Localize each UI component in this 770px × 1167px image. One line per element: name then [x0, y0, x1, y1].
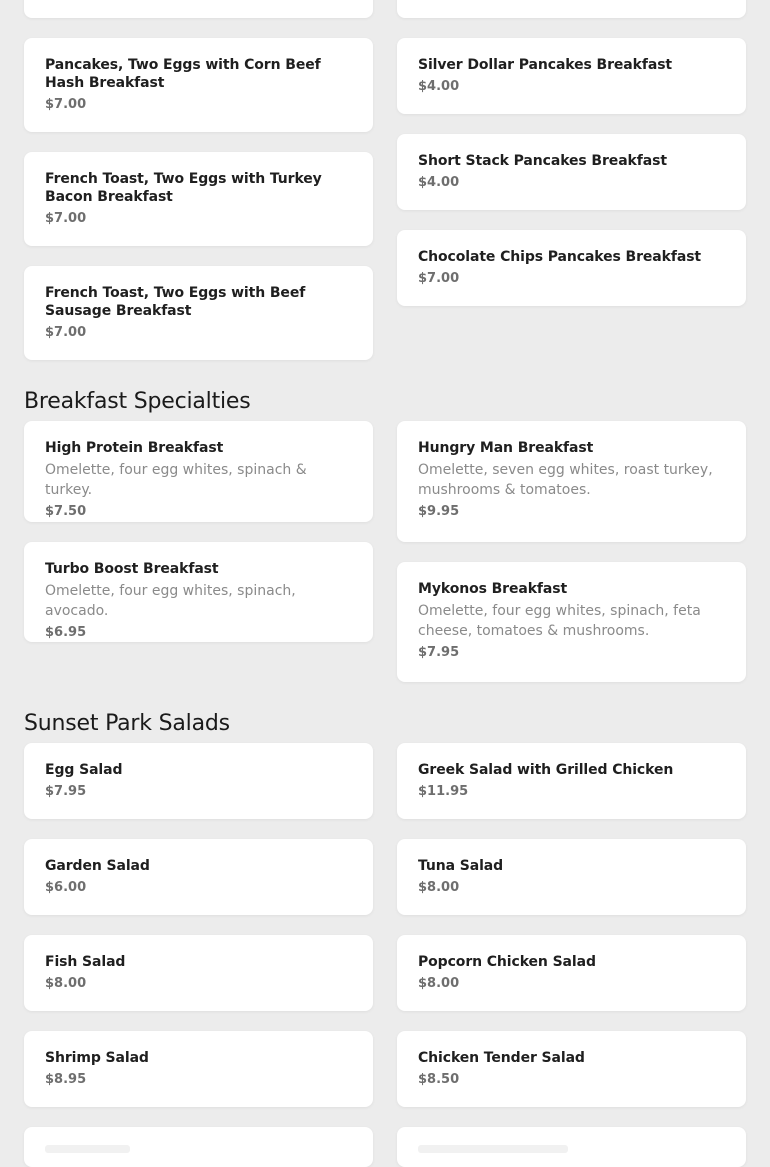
menu-item-name: Popcorn Chicken Salad — [418, 954, 596, 970]
menu-item-price: $7.00 — [45, 211, 87, 226]
menu-item-card[interactable] — [397, 1031, 746, 1107]
menu-item-price: $7.50 — [45, 504, 87, 519]
menu-item-name: Turbo Boost Breakfast — [45, 561, 219, 577]
section-title-breakfast-specialties: Breakfast Specialties — [24, 389, 251, 414]
menu-item-price: $4.00 — [418, 175, 460, 190]
menu-item-card[interactable] — [397, 562, 746, 682]
menu-item-card[interactable] — [24, 421, 373, 522]
menu-item-card[interactable] — [24, 152, 373, 246]
menu-item-name: Fish Salad — [45, 954, 126, 970]
menu-item-card[interactable] — [24, 935, 373, 1011]
menu-item-name: Mykonos Breakfast — [418, 581, 568, 597]
menu-item-name: Pancakes, Two Eggs with Corn Beef Hash Breakfast — [45, 57, 321, 91]
menu-item-price: $7.00 — [418, 271, 460, 286]
menu-item-price: $8.00 — [45, 976, 87, 991]
menu-item-name: Greek Salad with Grilled Chicken — [418, 762, 674, 778]
menu-item-card[interactable] — [397, 935, 746, 1011]
menu-item-card[interactable] — [397, 230, 746, 306]
menu-item-name-placeholder — [45, 1145, 130, 1153]
menu-item-card[interactable] — [24, 38, 373, 132]
menu-item-name: Silver Dollar Pancakes Breakfast — [418, 57, 673, 73]
menu-item-price: $6.00 — [45, 880, 87, 895]
menu-item-price: $11.95 — [418, 784, 469, 799]
menu-item-card[interactable] — [397, 839, 746, 915]
menu-item-name-placeholder — [418, 1145, 568, 1153]
menu-item-card[interactable] — [397, 38, 746, 114]
menu-item-name: Chocolate Chips Pancakes Breakfast — [418, 249, 702, 265]
menu-item-card[interactable] — [24, 839, 373, 915]
menu-item-card[interactable] — [24, 266, 373, 360]
menu-item-description: Omelette, seven egg whites, roast turkey, mushrooms & tomatoes. — [418, 462, 713, 498]
menu-item-name: Chicken Tender Salad — [418, 1050, 585, 1066]
section-title-sunset-park-salads: Sunset Park Salads — [24, 711, 230, 736]
menu-item-card[interactable] — [397, 421, 746, 542]
menu-item-price: $7.95 — [418, 645, 460, 660]
menu-item-card[interactable] — [397, 0, 746, 18]
menu-item-price: $9.95 — [418, 504, 460, 519]
menu-item-description: Omelette, four egg whites, spinach, feta cheese, tomatoes & mushrooms. — [418, 603, 701, 639]
menu-item-price: $6.95 — [45, 625, 87, 640]
menu-item-card[interactable] — [24, 1031, 373, 1107]
menu-item-price: $4.00 — [418, 79, 460, 94]
menu-item-price: $8.00 — [418, 880, 460, 895]
menu-item-name: Short Stack Pancakes Breakfast — [418, 153, 667, 169]
menu-item-price: $7.00 — [45, 325, 87, 340]
menu-item-card[interactable] — [397, 1127, 746, 1167]
menu-item-price: $8.50 — [418, 1072, 460, 1087]
menu-item-price: $8.00 — [418, 976, 460, 991]
menu-item-name: Hungry Man Breakfast — [418, 440, 594, 456]
menu-item-name: French Toast, Two Eggs with Beef Sausage Breakfast — [45, 285, 306, 319]
menu-item-price: $7.00 — [45, 97, 87, 112]
menu-item-card[interactable] — [24, 542, 373, 642]
menu-item-name: French Toast, Two Eggs with Turkey Bacon Breakfast — [45, 171, 322, 205]
menu-item-name: Tuna Salad — [418, 858, 504, 874]
menu-item-price: $7.95 — [45, 784, 87, 799]
menu-item-card[interactable] — [397, 743, 746, 819]
menu-item-name: High Protein Breakfast — [45, 440, 224, 456]
menu-item-name: Shrimp Salad — [45, 1050, 149, 1066]
menu-item-name: Egg Salad — [45, 762, 123, 778]
menu-item-description: Omelette, four egg whites, spinach & turkey. — [45, 462, 307, 498]
menu-item-price: $8.95 — [45, 1072, 87, 1087]
menu-item-description: Omelette, four egg whites, spinach, avocado. — [45, 583, 296, 619]
menu-item-card[interactable] — [24, 743, 373, 819]
menu-item-card[interactable] — [397, 134, 746, 210]
menu-item-card[interactable] — [24, 1127, 373, 1167]
menu-item-card[interactable] — [24, 0, 373, 18]
menu-item-name: Garden Salad — [45, 858, 150, 874]
